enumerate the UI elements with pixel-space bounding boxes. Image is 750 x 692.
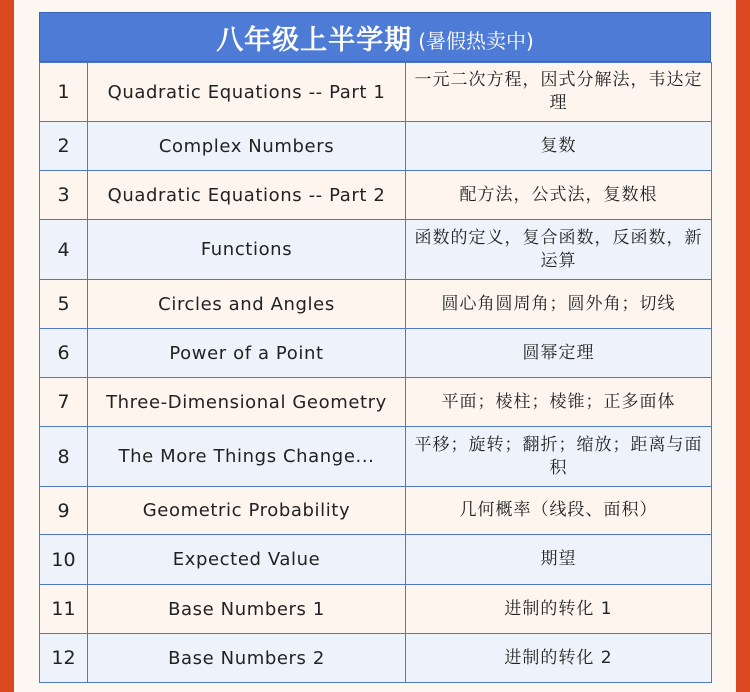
right-accent-bar — [736, 0, 750, 692]
lesson-title-en: Base Numbers 1 — [88, 585, 406, 634]
lesson-topic-zh: 进制的转化 2 — [406, 634, 712, 683]
lesson-number: 12 — [40, 634, 88, 683]
table-header — [39, 12, 711, 62]
lesson-number: 7 — [40, 378, 88, 427]
lesson-number: 4 — [40, 220, 88, 280]
table-row — [40, 378, 712, 427]
table-row — [40, 329, 712, 378]
lesson-topic-zh: 圆心角圆周角；圆外角；切线 — [406, 280, 712, 329]
lesson-number: 6 — [40, 329, 88, 378]
lesson-title-en: Functions — [88, 220, 406, 280]
table-row — [40, 487, 712, 535]
lesson-title-en: Quadratic Equations -- Part 2 — [88, 171, 406, 220]
table-row — [40, 634, 712, 683]
lesson-topic-zh: 复数 — [406, 122, 712, 171]
lesson-number: 1 — [40, 63, 88, 122]
table-row — [40, 220, 712, 280]
lesson-topic-zh: 平移；旋转；翻折；缩放；距离与面积 — [406, 427, 712, 487]
table-row — [40, 171, 712, 220]
lesson-number: 3 — [40, 171, 88, 220]
lesson-title-en: Complex Numbers — [88, 122, 406, 171]
lesson-number: 5 — [40, 280, 88, 329]
lesson-title-en: The More Things Change... — [88, 427, 406, 487]
lesson-title-en: Geometric Probability — [88, 487, 406, 535]
lesson-title-en: Three-Dimensional Geometry — [88, 378, 406, 427]
lesson-title-en: Power of a Point — [88, 329, 406, 378]
lesson-title-en: Base Numbers 2 — [88, 634, 406, 683]
table-row — [40, 63, 712, 122]
lesson-number: 2 — [40, 122, 88, 171]
lesson-topic-zh: 进制的转化 1 — [406, 585, 712, 634]
lesson-topic-zh: 平面；棱柱；棱锥；正多面体 — [406, 378, 712, 427]
lesson-number: 11 — [40, 585, 88, 634]
table-row — [40, 535, 712, 585]
lesson-number: 9 — [40, 487, 88, 535]
lesson-topic-zh: 圆幂定理 — [406, 329, 712, 378]
table-row — [40, 427, 712, 487]
table-row — [40, 122, 712, 171]
header-title: 八年级上半学期 — [216, 24, 413, 56]
table-row — [40, 585, 712, 634]
lesson-number: 10 — [40, 535, 88, 585]
lesson-topic-zh: 几何概率（线段、面积） — [406, 487, 712, 535]
lesson-topic-zh: 函数的定义，复合函数，反函数，新运算 — [406, 220, 712, 280]
lesson-number: 8 — [40, 427, 88, 487]
lesson-topic-zh: 期望 — [406, 535, 712, 585]
table-row — [40, 280, 712, 329]
lesson-table — [39, 62, 712, 683]
lesson-title-en: Quadratic Equations -- Part 1 — [88, 63, 406, 122]
lesson-topic-zh: 配方法，公式法，复数根 — [406, 171, 712, 220]
header-subtitle: (暑假热卖中) — [418, 28, 534, 53]
lesson-title-en: Expected Value — [88, 535, 406, 585]
curriculum-table — [39, 12, 711, 683]
lesson-topic-zh: 一元二次方程，因式分解法，韦达定理 — [406, 63, 712, 122]
left-accent-bar — [0, 0, 14, 692]
lesson-title-en: Circles and Angles — [88, 280, 406, 329]
